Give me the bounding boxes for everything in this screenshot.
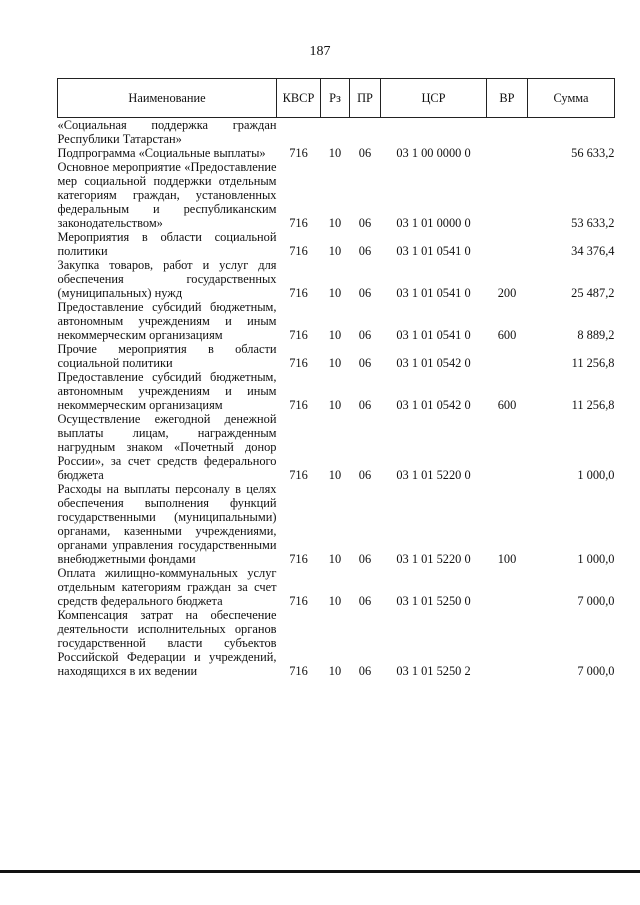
row-rz: 10 — [328, 146, 342, 160]
table-row — [58, 412, 615, 482]
row-vr: 600 — [497, 398, 517, 412]
row-sum: 25 487,2 — [571, 286, 615, 300]
table-row — [58, 160, 615, 230]
row-pr: 06 — [358, 398, 372, 412]
row-kvsr: 716 — [289, 244, 308, 258]
page-number: 187 — [309, 44, 331, 59]
row-sum: 7 000,0 — [577, 594, 615, 608]
row-name: Основное мероприятие «Предоставление мер социальной поддержки отдельным категориям граждан, установленных федеральным и республиканским законодательством» — [57, 160, 277, 230]
row-pr: 06 — [358, 244, 372, 258]
header-csr: ЦСР — [381, 79, 487, 118]
row-kvsr: 716 — [289, 552, 308, 566]
row-kvsr: 716 — [289, 328, 308, 342]
row-name: Компенсация затрат на обеспечение деятельности исполнительных органов государственной власти субъектов Российской Федерации и учреждений, находящихся в их ведении — [57, 608, 277, 678]
row-sum: 11 256,8 — [571, 356, 615, 370]
row-rz: 10 — [328, 244, 342, 258]
row-rz: 10 — [328, 398, 342, 412]
row-vr — [487, 230, 528, 258]
row-name: Осуществление ежегодной денежной выплаты лицам, награжденным нагрудным знаком «Почетный донор России», за счет средств федерального бюджета — [57, 412, 277, 482]
row-rz: 10 — [328, 468, 342, 482]
table-row — [58, 482, 615, 566]
row-pr: 06 — [358, 594, 372, 608]
budget-table — [57, 78, 615, 678]
row-csr: 03 1 01 0542 0 — [396, 398, 471, 412]
row-csr: 03 1 01 0541 0 — [396, 244, 471, 258]
row-kvsr: 716 — [289, 468, 308, 482]
row-vr: 600 — [497, 328, 517, 342]
row-name: «Социальная поддержка граждан Республики Татарстан» — [57, 118, 277, 146]
row-rz: 10 — [328, 552, 342, 566]
row-kvsr: 716 — [289, 216, 308, 230]
row-csr: 03 1 01 5250 2 — [396, 664, 471, 678]
row-csr — [381, 118, 487, 147]
row-csr: 03 1 01 5250 0 — [396, 594, 471, 608]
table-row — [58, 118, 615, 147]
row-vr — [487, 160, 528, 230]
row-rz: 10 — [328, 356, 342, 370]
table-body — [58, 118, 615, 679]
row-pr — [350, 118, 381, 147]
row-vr: 200 — [497, 286, 517, 300]
row-csr: 03 1 01 0542 0 — [396, 356, 471, 370]
row-sum — [528, 118, 615, 147]
row-rz: 10 — [328, 286, 342, 300]
row-sum: 7 000,0 — [577, 664, 615, 678]
row-rz: 10 — [328, 216, 342, 230]
row-csr: 03 1 01 5220 0 — [396, 468, 471, 482]
row-kvsr: 716 — [289, 594, 308, 608]
row-csr: 03 1 01 0541 0 — [396, 328, 471, 342]
header-kvsr: КВСР — [277, 79, 321, 118]
header-vr: ВР — [487, 79, 528, 118]
row-kvsr: 716 — [289, 664, 308, 678]
row-name: Закупка товаров, работ и услуг для обеспечения государственных (муниципальных) нужд — [57, 258, 277, 300]
row-vr — [487, 412, 528, 482]
header-rz: Рз — [321, 79, 350, 118]
row-csr: 03 1 01 0000 0 — [396, 216, 471, 230]
table-row — [58, 230, 615, 258]
row-vr — [487, 342, 528, 370]
row-kvsr: 716 — [289, 146, 308, 160]
row-kvsr: 716 — [289, 286, 308, 300]
row-kvsr: 716 — [289, 356, 308, 370]
row-rz: 10 — [328, 664, 342, 678]
row-vr: 100 — [497, 552, 517, 566]
row-rz: 10 — [328, 594, 342, 608]
table-row — [58, 608, 615, 678]
row-csr: 03 1 01 5220 0 — [396, 552, 471, 566]
row-pr: 06 — [358, 552, 372, 566]
row-sum: 1 000,0 — [577, 468, 615, 482]
row-sum: 53 633,2 — [571, 216, 615, 230]
row-vr — [487, 118, 528, 147]
header-sum: Сумма — [528, 79, 615, 118]
header-name: Наименование — [58, 79, 277, 118]
row-name: Расходы на выплаты персоналу в целях обеспечения выполнения функций государственными (муниципальными) органами, казенными учреждениями, органами управления государственными внебюджетными фондами — [57, 482, 277, 566]
row-vr — [487, 566, 528, 608]
row-name: Мероприятия в области социальной политики — [57, 230, 277, 258]
row-rz: 10 — [328, 328, 342, 342]
table-row — [58, 258, 615, 300]
row-pr: 06 — [358, 356, 372, 370]
row-pr: 06 — [358, 286, 372, 300]
row-name: Предоставление субсидий бюджетным, автономным учреждениям и иным некоммерческим организациям — [57, 370, 277, 412]
table-row — [58, 566, 615, 608]
row-vr — [487, 608, 528, 678]
row-sum: 56 633,2 — [571, 146, 615, 160]
row-kvsr: 716 — [289, 398, 308, 412]
row-sum: 1 000,0 — [577, 552, 615, 566]
row-sum: 8 889,2 — [577, 328, 615, 342]
row-name: Подпрограмма «Социальные выплаты» — [57, 146, 266, 160]
header-pr: ПР — [350, 79, 381, 118]
table-row — [58, 300, 615, 342]
row-pr: 06 — [358, 328, 372, 342]
row-vr — [487, 146, 528, 160]
table-header-row — [58, 79, 615, 118]
row-pr: 06 — [358, 146, 372, 160]
row-csr: 03 1 00 0000 0 — [396, 146, 471, 160]
row-pr: 06 — [358, 664, 372, 678]
table-row — [58, 370, 615, 412]
row-name: Предоставление субсидий бюджетным, автономным учреждениям и иным некоммерческим организациям — [57, 300, 277, 342]
row-rz — [321, 118, 350, 147]
row-name: Прочие мероприятия в области социальной политики — [57, 342, 277, 370]
row-pr: 06 — [358, 216, 372, 230]
row-sum: 34 376,4 — [571, 244, 615, 258]
row-pr: 06 — [358, 468, 372, 482]
table-row — [58, 146, 615, 160]
row-name: Оплата жилищно-коммунальных услуг отдельным категориям граждан за счет средств федерального бюджета — [57, 566, 277, 608]
table-row — [58, 342, 615, 370]
row-csr: 03 1 01 0541 0 — [396, 286, 471, 300]
row-sum: 11 256,8 — [571, 398, 615, 412]
bottom-rule — [0, 870, 640, 873]
row-kvsr — [277, 118, 321, 147]
